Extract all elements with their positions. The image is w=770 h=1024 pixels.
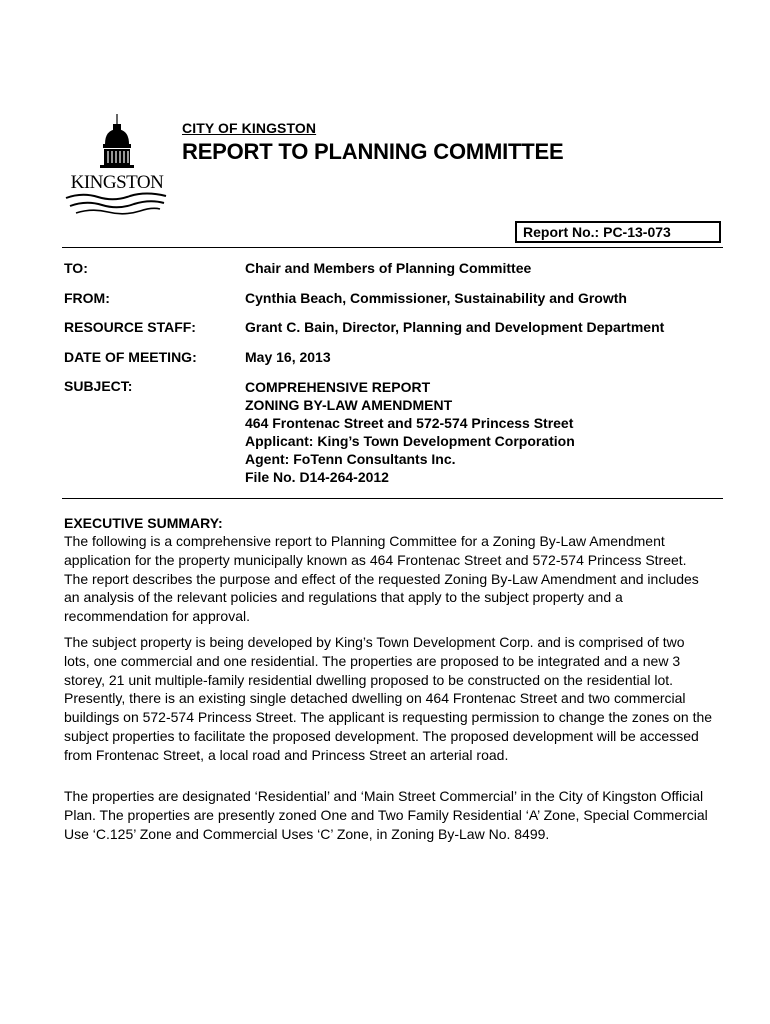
subject-line: Applicant: King’s Town Development Corporation bbox=[245, 433, 575, 449]
executive-summary-paragraph-1: The following is a comprehensive report to Planning Committee for a Zoning By-Law Amendment application for the property municipally known as 464 Frontenac Street and 572-574 Princess Street. The report describes the purpose and effect of the requested Zoning By-Law Amendment and includes an analysis of the relevant policies and regulations that apply to the subject property and a recommendation for approval. bbox=[64, 533, 699, 625]
city-hall-dome-icon bbox=[62, 112, 172, 222]
report-title: REPORT TO PLANNING COMMITTEE bbox=[182, 139, 564, 164]
report-number-box: Report No.: PC-13-073 bbox=[515, 221, 721, 243]
to-value: Chair and Members of Planning Committee bbox=[245, 260, 532, 276]
top-divider bbox=[62, 247, 723, 248]
date-of-meeting-value: May 16, 2013 bbox=[245, 349, 331, 365]
subject-line: Agent: FoTenn Consultants Inc. bbox=[245, 451, 456, 467]
executive-summary-paragraph-3: The properties are designated ‘Residential’ and ‘Main Street Commercial’ in the City of Kingston Official Plan. The properties are presently zoned One and Two Family Residential ‘A’ Zone, Special Commercial Use ‘C.125’ Zone and Commercial Uses ‘C’ Zone, in Zoning By-Law No. 8499. bbox=[64, 788, 708, 842]
subject-line: ZONING BY-LAW AMENDMENT bbox=[245, 397, 453, 413]
date-of-meeting-label: DATE OF MEETING: bbox=[64, 349, 197, 365]
subject-line: File No. D14-264-2012 bbox=[245, 469, 389, 485]
executive-summary-heading: EXECUTIVE SUMMARY: bbox=[64, 515, 223, 531]
resource-staff-value: Grant C. Bain, Director, Planning and Development Department bbox=[245, 319, 665, 335]
svg-text:KINGSTON: KINGSTON bbox=[70, 172, 164, 193]
subject-label: SUBJECT: bbox=[64, 378, 133, 394]
from-label: FROM: bbox=[64, 290, 110, 306]
resource-staff-label: RESOURCE STAFF: bbox=[64, 319, 196, 335]
to-label: TO: bbox=[64, 260, 88, 276]
from-value: Cynthia Beach, Commissioner, Sustainability and Growth bbox=[245, 290, 627, 306]
subject-line: 464 Frontenac Street and 572-574 Princess Street bbox=[245, 415, 574, 431]
subject-lines bbox=[245, 378, 575, 486]
city-name: CITY OF KINGSTON bbox=[182, 120, 317, 136]
bottom-divider bbox=[62, 498, 723, 499]
executive-summary-paragraph-2: The subject property is being developed by King’s Town Development Corp. and is comprised of two lots, one commercial and one residential. The properties are proposed to be integrated and a new 3 storey, 21 unit multiple-family residential dwelling proposed to be constructed on the residential lot. Presently, there is an existing single detached dwelling on 464 Frontenac Street and two commercial buildings on 572-574 Princess Street. The applicant is requesting permission to change the zones on the subject properties to facilitate the proposed development. The proposed development will be accessed from Frontenac Street, a local road and Princess Street an arterial road. bbox=[64, 634, 713, 763]
subject-line: COMPREHENSIVE REPORT bbox=[245, 379, 431, 395]
kingston-logo bbox=[62, 112, 172, 222]
